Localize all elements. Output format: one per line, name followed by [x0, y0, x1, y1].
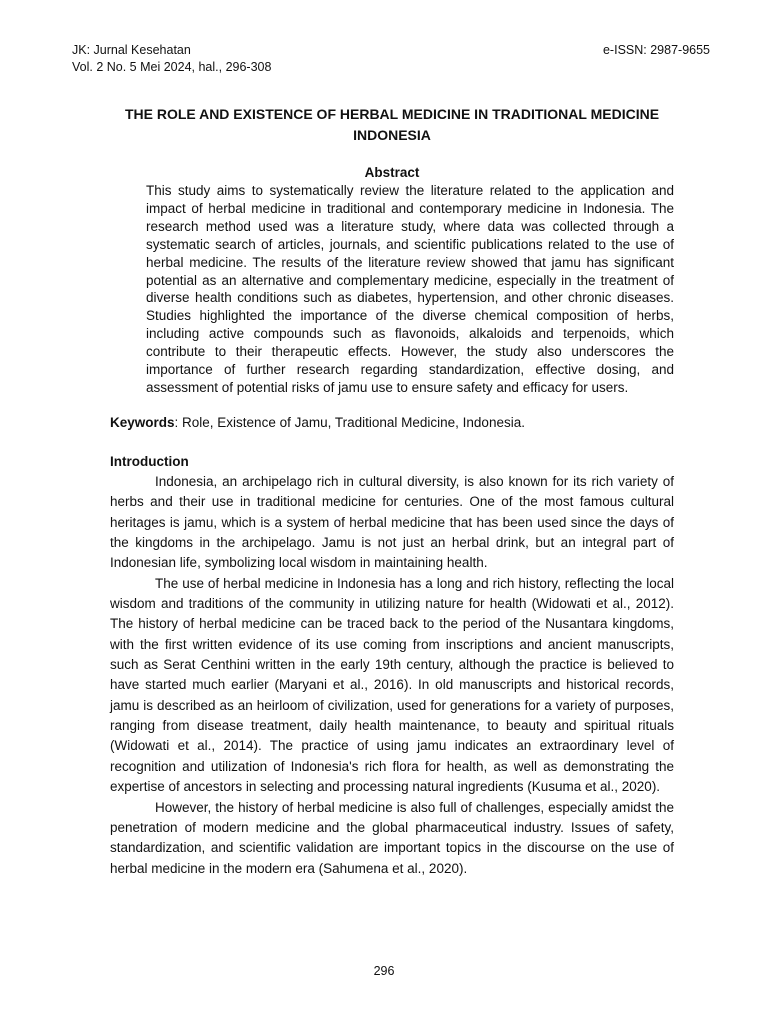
abstract-heading: Abstract: [364, 165, 420, 180]
issn-label: e-ISSN: 2987-9655: [602, 43, 710, 57]
keywords-line: [110, 414, 674, 432]
article-title: THE ROLE AND EXISTENCE OF HERBAL MEDICINE IN TRADITIONAL MEDICINE INDONESIA: [124, 106, 660, 143]
keywords-text: : Role, Existence of Jamu, Traditional Medicine, Indonesia.: [174, 415, 525, 430]
page-number: 296: [373, 964, 395, 978]
keywords-label: Keywords: [110, 415, 175, 430]
journal-name: JK: Jurnal Kesehatan: [72, 43, 191, 57]
intro-paragraph: Indonesia, an archipelago rich in cultural diversity, is also known for its rich variety of herbs and their use in traditional medicine for centuries. One of the most famous cultural heritages is jamu, which is a system of herbal medicine that has been used since the days of the kingdoms in the archipelago. Jamu is not just an herbal drink, but an integral part of Indonesian life, symbolizing local wisdom in maintaining health.: [110, 474, 674, 571]
intro-paragraph: The use of herbal medicine in Indonesia has a long and rich history, reflecting the local wisdom and traditions of the community in utilizing nature for health (Widowati et al., 2012). The history of herbal medicine can be traced back to the period of the Nusantara kingdoms, with the first written evidence of its use coming from inscriptions and ancient manuscripts, such as Serat Centhini written in the early 19th century, although the practice is believed to have started much earlier (Maryani et al., 2016). In old manuscripts and historical records, jamu is described as an heirloom of civilization, used for generations for a variety of purposes, ranging from disease treatment, daily health maintenance, to beauty and spiritual rituals (Widowati et al., 2014). The practice of using jamu indicates an extraordinary level of recognition and utilization of Indonesia's rich flora for health, as well as demonstrating the expertise of ancestors in selecting and processing natural ingredients (Kusuma et al., 2020).: [110, 575, 674, 795]
introduction-heading: Introduction: [110, 454, 189, 469]
abstract-text: This study aims to systematically review the literature related to the application and impact of herbal medicine in traditional and contemporary medicine in Indonesia. The research method used was a literature study, where data was collected through a systematic search of articles, journals, and scientific publications related to the use of herbal medicine. The results of the literature review showed that jamu has significant potential as an alternative and complementary medicine, especially in the treatment of diverse health conditions such as diabetes, hypertension, and other chronic diseases. Studies highlighted the importance of the diverse chemical composition of herbs, including active compounds such as flavonoids, alkaloids and terpenoids, which contribute to their therapeutic effects. However, the study also underscores the importance of further research regarding standardization, effective dosing, and assessment of potential risks of jamu use to ensure safety and efficacy for users.: [146, 183, 674, 395]
volume-info: Vol. 2 No. 5 Mei 2024, hal., 296-308: [72, 60, 272, 74]
introduction-body: [110, 472, 674, 879]
intro-paragraph: However, the history of herbal medicine is also full of challenges, especially amidst the penetration of modern medicine and the global pharmaceutical industry. Issues of safety, standardization, and scientific validation are important topics in the discourse on the use of herbal medicine in the modern era (Sahumena et al., 2020).: [110, 799, 674, 876]
running-header-left: [72, 42, 271, 76]
